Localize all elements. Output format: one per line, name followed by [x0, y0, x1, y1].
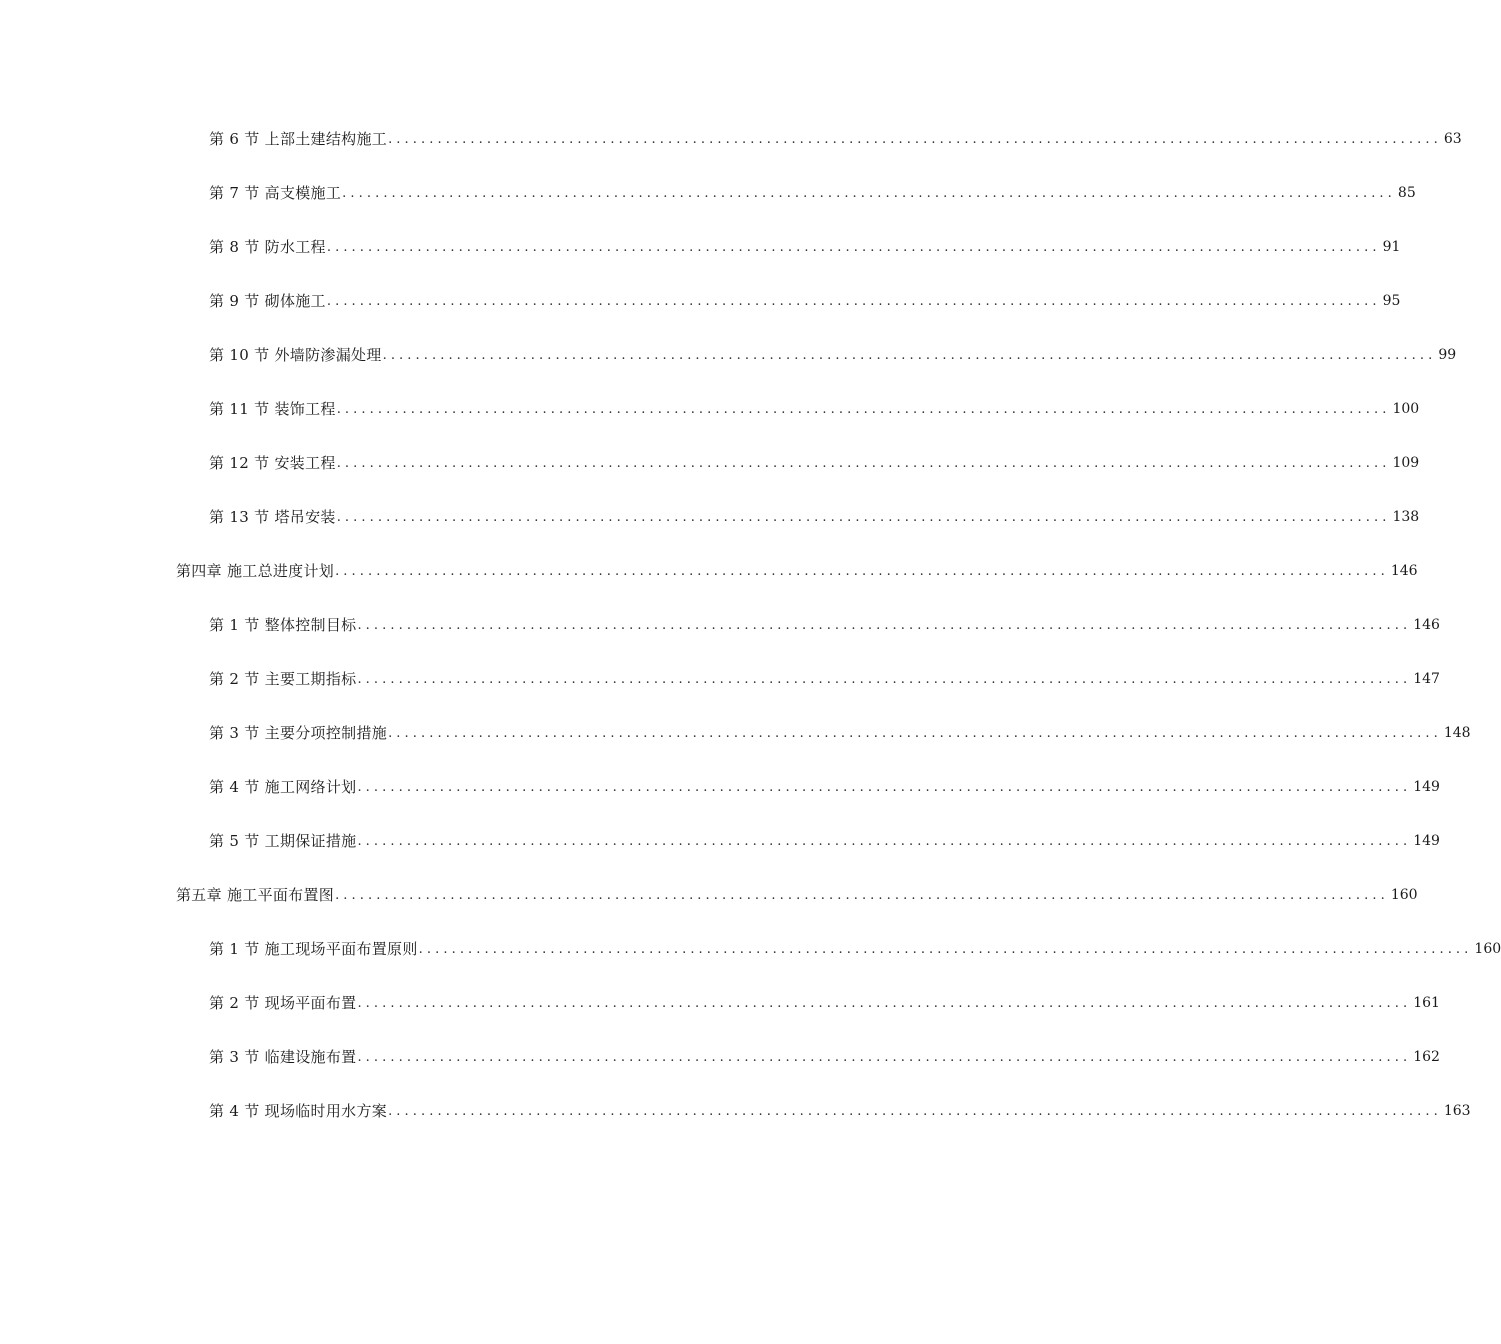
toc-page-number: 138 — [1392, 509, 1420, 525]
toc-page-number: 149 — [1413, 833, 1440, 849]
toc-entry[interactable] — [209, 829, 1440, 853]
toc-page-number: 109 — [1392, 455, 1420, 471]
toc-entry-label: 第五章 施工平面布置图 — [176, 886, 335, 904]
toc-dot-leader: ................................................................................................................................ — [326, 240, 1381, 255]
toc-page-number: 147 — [1413, 671, 1440, 687]
toc-chapter-entry[interactable] — [176, 559, 1418, 583]
toc-entry[interactable] — [209, 181, 1416, 205]
toc-entry[interactable] — [209, 721, 1471, 745]
toc-entry[interactable] — [209, 667, 1440, 691]
toc-entry-label: 第 7 节 高支模施工 — [209, 184, 342, 202]
toc-entry-label: 第 12 节 安装工程 — [209, 454, 336, 472]
toc-entry-label: 第 13 节 塔吊安装 — [209, 508, 336, 526]
toc-entry[interactable] — [209, 775, 1440, 799]
toc-entry-label: 第四章 施工总进度计划 — [176, 562, 335, 580]
toc-dot-leader: ................................................................................................................................ — [382, 348, 1437, 363]
toc-page-number: 95 — [1382, 293, 1401, 309]
toc-dot-leader: ................................................................................................................................ — [336, 402, 1391, 417]
toc-entry[interactable] — [209, 1045, 1440, 1069]
toc-entry[interactable] — [209, 505, 1420, 529]
toc-dot-leader: ................................................................................................................................ — [357, 1050, 1412, 1065]
toc-dot-leader: ................................................................................................................................ — [388, 726, 1442, 741]
toc-entry-label: 第 4 节 现场临时用水方案 — [209, 1102, 388, 1120]
toc-entry-label: 第 1 节 整体控制目标 — [209, 616, 357, 634]
toc-dot-leader: ................................................................................................................................ — [357, 996, 1412, 1011]
toc-dot-leader: ................................................................................................................................ — [388, 132, 1442, 147]
toc-dot-leader: ................................................................................................................................ — [357, 672, 1412, 687]
toc-entry[interactable] — [209, 1099, 1471, 1123]
toc-dot-leader: ................................................................................................................................ — [342, 186, 1396, 201]
toc-entry[interactable] — [209, 289, 1401, 313]
toc-entry-label: 第 11 节 装饰工程 — [209, 400, 336, 418]
toc-entry[interactable] — [209, 127, 1462, 151]
toc-entry-label: 第 5 节 工期保证措施 — [209, 832, 357, 850]
toc-page-number: 85 — [1397, 185, 1416, 201]
toc-entry-label: 第 3 节 主要分项控制措施 — [209, 724, 388, 742]
toc-dot-leader: ................................................................................................................................ — [357, 780, 1412, 795]
toc-entry[interactable] — [209, 397, 1420, 421]
toc-page-number: 99 — [1438, 347, 1457, 363]
toc-dot-leader: ................................................................................................................................ — [336, 456, 1391, 471]
toc-entry[interactable] — [209, 451, 1420, 475]
toc-entry-label: 第 10 节 外墙防渗漏处理 — [209, 346, 382, 364]
toc-entry[interactable] — [209, 235, 1401, 259]
toc-entry-label: 第 6 节 上部土建结构施工 — [209, 130, 388, 148]
toc-dot-leader: ................................................................................................................................ — [357, 834, 1412, 849]
toc-page-number: 91 — [1382, 239, 1401, 255]
toc-entry-label: 第 4 节 施工网络计划 — [209, 778, 357, 796]
toc-dot-leader: ................................................................................................................................ — [335, 888, 1389, 903]
toc-page-number: 161 — [1413, 995, 1440, 1011]
toc-dot-leader: ................................................................................................................................ — [388, 1104, 1442, 1119]
toc-entry-label: 第 1 节 施工现场平面布置原则 — [209, 940, 418, 958]
toc-entry-label: 第 2 节 主要工期指标 — [209, 670, 357, 688]
toc-entry[interactable] — [209, 991, 1440, 1015]
toc-page-number: 146 — [1413, 617, 1440, 633]
toc-page-number: 148 — [1443, 725, 1471, 741]
toc-entry[interactable] — [209, 937, 1501, 961]
toc-entry-label: 第 8 节 防水工程 — [209, 238, 326, 256]
toc-page-number: 160 — [1474, 941, 1501, 957]
toc-dot-leader: ................................................................................................................................ — [335, 564, 1389, 579]
toc-entry-label: 第 3 节 临建设施布置 — [209, 1048, 357, 1066]
toc-page-number: 162 — [1413, 1049, 1440, 1065]
toc-entry-label: 第 9 节 砌体施工 — [209, 292, 326, 310]
toc-page-number: 149 — [1413, 779, 1440, 795]
toc-dot-leader: ................................................................................................................................ — [336, 510, 1391, 525]
toc-page-number: 100 — [1392, 401, 1420, 417]
toc-page-number: 63 — [1443, 131, 1462, 147]
toc-dot-leader: ................................................................................................................................ — [357, 618, 1412, 633]
toc-page-number: 160 — [1390, 887, 1418, 903]
toc-page-number: 146 — [1390, 563, 1418, 579]
toc-dot-leader: ................................................................................................................................ — [326, 294, 1381, 309]
toc-entry[interactable] — [209, 613, 1440, 637]
toc-chapter-entry[interactable] — [176, 883, 1418, 907]
toc-entry-label: 第 2 节 现场平面布置 — [209, 994, 357, 1012]
toc-page-number: 163 — [1443, 1103, 1471, 1119]
toc-dot-leader: ................................................................................................................................ — [418, 942, 1473, 957]
toc-entry[interactable] — [209, 343, 1457, 367]
